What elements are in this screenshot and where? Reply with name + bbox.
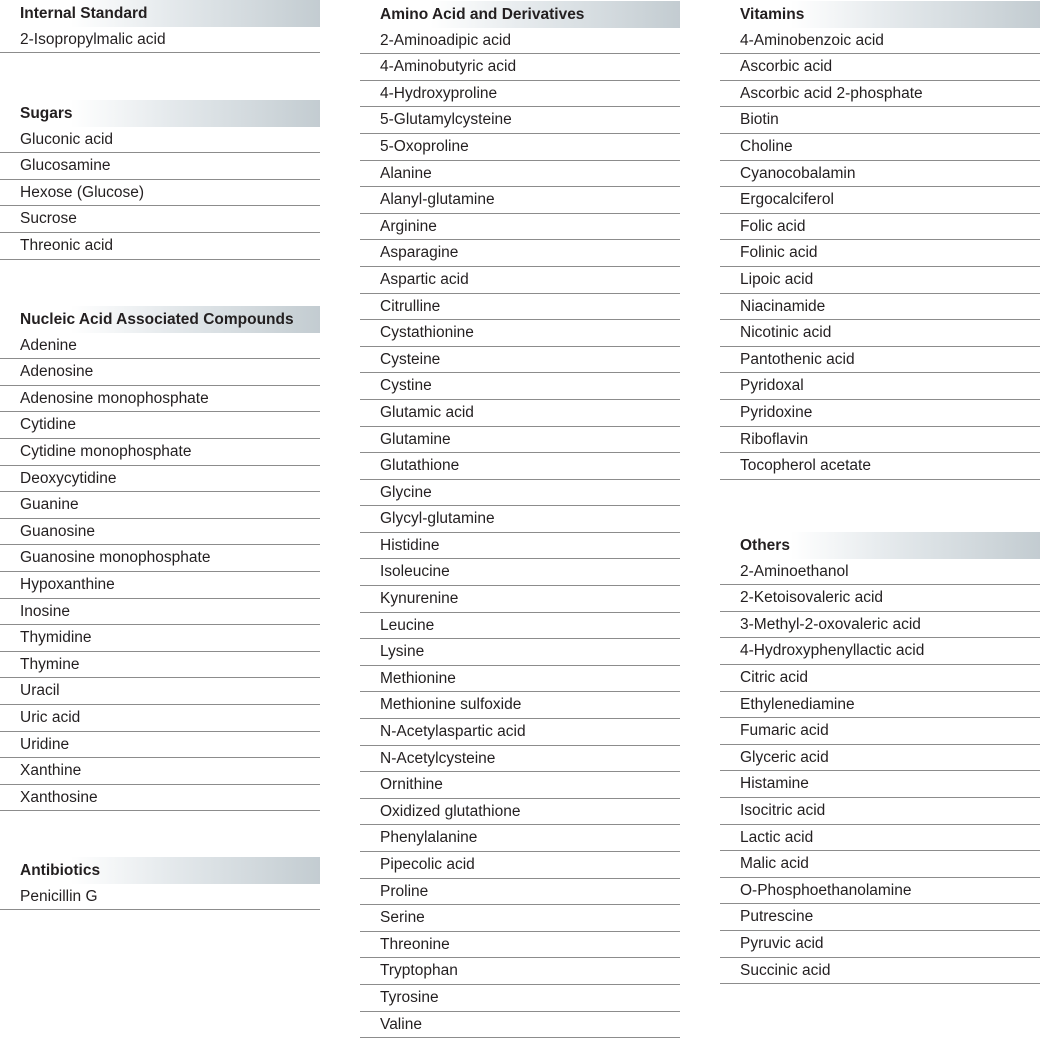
- list-item: Riboflavin: [720, 427, 1040, 454]
- list-item: Ethylenediamine: [720, 692, 1040, 719]
- list-item: Deoxycytidine: [0, 466, 320, 493]
- list-item: Guanosine monophosphate: [0, 545, 320, 572]
- list-item: Asparagine: [360, 240, 680, 267]
- list-item: Malic acid: [720, 851, 1040, 878]
- list-item: Biotin: [720, 107, 1040, 134]
- section-item-list: [720, 559, 1040, 985]
- list-item: Oxidized glutathione: [360, 799, 680, 826]
- section-amino-acid-and-derivatives: [360, 1, 680, 1038]
- list-item: Tocopherol acetate: [720, 453, 1040, 480]
- list-item: Aspartic acid: [360, 267, 680, 294]
- list-item: Hexose (Glucose): [0, 180, 320, 207]
- section-header: Vitamins: [720, 1, 1040, 28]
- list-item: Xanthosine: [0, 785, 320, 812]
- list-item: 2-Isopropylmalic acid: [0, 27, 320, 54]
- list-item: Cystathionine: [360, 320, 680, 347]
- list-item: 5-Oxoproline: [360, 134, 680, 161]
- list-item: Folinic acid: [720, 240, 1040, 267]
- list-item: Tryptophan: [360, 958, 680, 985]
- section-internal-standard: [0, 0, 320, 53]
- list-item: Thymidine: [0, 625, 320, 652]
- list-item: Cytidine: [0, 412, 320, 439]
- list-item: Leucine: [360, 613, 680, 640]
- list-item: Uracil: [0, 678, 320, 705]
- list-item: Histamine: [720, 771, 1040, 798]
- list-item: Ascorbic acid 2-phosphate: [720, 81, 1040, 108]
- list-item: Adenine: [0, 333, 320, 360]
- section-header: Others: [720, 532, 1040, 559]
- list-item: Folic acid: [720, 214, 1040, 241]
- list-item: Uric acid: [0, 705, 320, 732]
- list-item: Citrulline: [360, 294, 680, 321]
- list-item: Ascorbic acid: [720, 54, 1040, 81]
- list-item: Isoleucine: [360, 559, 680, 586]
- list-item: Ornithine: [360, 772, 680, 799]
- section-item-list: [0, 333, 320, 812]
- list-item: Penicillin G: [0, 884, 320, 911]
- list-item: Pyridoxal: [720, 373, 1040, 400]
- list-item: Cysteine: [360, 347, 680, 374]
- list-item: 2-Ketoisovaleric acid: [720, 585, 1040, 612]
- section-item-list: [360, 28, 680, 1039]
- list-item: Lysine: [360, 639, 680, 666]
- list-item: Methionine: [360, 666, 680, 693]
- list-item: Succinic acid: [720, 958, 1040, 985]
- list-item: Glycyl-glutamine: [360, 506, 680, 533]
- list-item: 5-Glutamylcysteine: [360, 107, 680, 134]
- list-item: O-Phosphoethanolamine: [720, 878, 1040, 905]
- list-item: Tyrosine: [360, 985, 680, 1012]
- list-item: Arginine: [360, 214, 680, 241]
- list-item: Uridine: [0, 732, 320, 759]
- list-item: Threonine: [360, 932, 680, 959]
- section-item-list: [0, 884, 320, 911]
- section-item-list: [0, 27, 320, 54]
- list-item: Cystine: [360, 373, 680, 400]
- list-item: Gluconic acid: [0, 127, 320, 154]
- list-item: Sucrose: [0, 206, 320, 233]
- list-item: 3-Methyl-2-oxovaleric acid: [720, 612, 1040, 639]
- list-item: Glutamic acid: [360, 400, 680, 427]
- section-nucleic-acid-associated-compounds: [0, 306, 320, 811]
- list-item: Glucosamine: [0, 153, 320, 180]
- list-item: Isocitric acid: [720, 798, 1040, 825]
- section-others: [720, 532, 1040, 984]
- list-item: Serine: [360, 905, 680, 932]
- list-item: Histidine: [360, 533, 680, 560]
- list-item: Valine: [360, 1012, 680, 1039]
- list-item: Cytidine monophosphate: [0, 439, 320, 466]
- list-item: Adenosine: [0, 359, 320, 386]
- section-item-list: [0, 127, 320, 260]
- list-item: Threonic acid: [0, 233, 320, 260]
- list-item: Guanine: [0, 492, 320, 519]
- list-item: N-Acetylaspartic acid: [360, 719, 680, 746]
- list-item: Nicotinic acid: [720, 320, 1040, 347]
- section-header: Amino Acid and Derivatives: [360, 1, 680, 28]
- list-item: 2-Aminoethanol: [720, 559, 1040, 586]
- list-item: Citric acid: [720, 665, 1040, 692]
- list-item: Methionine sulfoxide: [360, 692, 680, 719]
- list-item: Thymine: [0, 652, 320, 679]
- list-item: Lactic acid: [720, 825, 1040, 852]
- list-item: Glyceric acid: [720, 745, 1040, 772]
- list-item: Pantothenic acid: [720, 347, 1040, 374]
- list-item: Xanthine: [0, 758, 320, 785]
- list-item: Glutamine: [360, 427, 680, 454]
- list-item: 4-Hydroxyproline: [360, 81, 680, 108]
- list-item: N-Acetylcysteine: [360, 746, 680, 773]
- list-item: Hypoxanthine: [0, 572, 320, 599]
- list-item: Cyanocobalamin: [720, 161, 1040, 188]
- list-item: Glutathione: [360, 453, 680, 480]
- section-sugars: [0, 100, 320, 260]
- section-item-list: [720, 28, 1040, 480]
- list-item: Pipecolic acid: [360, 852, 680, 879]
- list-item: Glycine: [360, 480, 680, 507]
- section-vitamins: [720, 1, 1040, 480]
- list-item: Putrescine: [720, 904, 1040, 931]
- list-item: Kynurenine: [360, 586, 680, 613]
- list-item: Alanyl-glutamine: [360, 187, 680, 214]
- section-header: Sugars: [0, 100, 320, 127]
- section-header: Internal Standard: [0, 0, 320, 27]
- section-antibiotics: [0, 857, 320, 910]
- list-item: Lipoic acid: [720, 267, 1040, 294]
- list-item: 2-Aminoadipic acid: [360, 28, 680, 55]
- list-item: Fumaric acid: [720, 718, 1040, 745]
- list-item: Ergocalciferol: [720, 187, 1040, 214]
- list-item: Adenosine monophosphate: [0, 386, 320, 413]
- list-item: Pyridoxine: [720, 400, 1040, 427]
- list-item: Phenylalanine: [360, 825, 680, 852]
- section-header: Nucleic Acid Associated Compounds: [0, 306, 320, 333]
- section-header: Antibiotics: [0, 857, 320, 884]
- list-item: 4-Aminobutyric acid: [360, 54, 680, 81]
- list-item: 4-Hydroxyphenyllactic acid: [720, 638, 1040, 665]
- list-item: 4-Aminobenzoic acid: [720, 28, 1040, 55]
- list-item: Choline: [720, 134, 1040, 161]
- list-item: Inosine: [0, 599, 320, 626]
- list-item: Guanosine: [0, 519, 320, 546]
- list-item: Proline: [360, 879, 680, 906]
- list-item: Pyruvic acid: [720, 931, 1040, 958]
- list-item: Alanine: [360, 161, 680, 188]
- list-item: Niacinamide: [720, 294, 1040, 321]
